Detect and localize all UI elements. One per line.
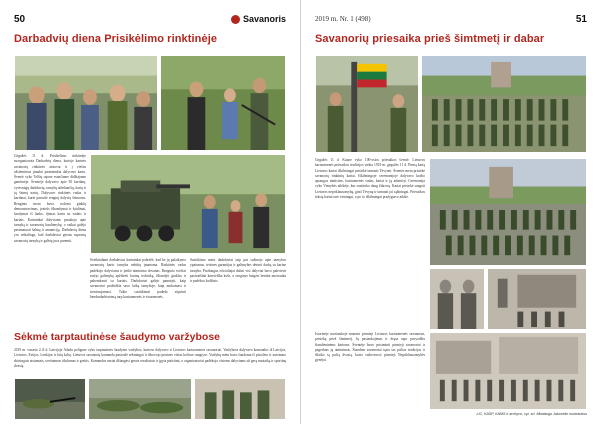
article-title-darbdaviu-diena: Darbadvių diena Prisikėlimo rinktinėje [14,33,218,45]
photo-historic-officers [429,268,485,330]
article-title-priesaika: Savanorių priesaika prieš šimtmetį ir dabar [315,33,545,45]
brand-logo-icon [231,15,240,24]
photo-award-team [194,378,286,420]
article-title-saudymo-varzybos: Sėkmė tarptautinėse šaudymo varžybose [14,331,221,343]
photo-credit-caption: LIC, KASP, KAMS ir archyvo, vyr. srl. Mindaugo Jakovelio nuotraukos [476,412,587,416]
photo-field-event [160,55,286,151]
magazine-brand [231,14,286,24]
photo-historic-parade [429,332,587,410]
article1-column-1: Gegužės 11 d. Prisikėlimo rinktinėje suorganizuota Darbadvių diena, kurioje karinės savanorių rinktinės atstovai ir į viešus užsiėmimus įtraukti pirmininkai dalyvavo kartu. Šventė vyko Telšių rajone esančiame didžiajame gamtinėje. Šventėje dalyvavo apie 50 kariūnų, vyresniųjų darbdavių, tarnybą atliekančių, karių ir jų šeimų narių. Dalyvavo rinktinės vadas ir kariūnai, kurie paruošė renginį dalyvių šeimoms. Renginio metu buvo rodomi ginklų demonstravimas, įvairūs išbandymai ir žaidimai, šaudymas iš lanko, ėjimas kartu su vadais ir kariais. Karininkai dalyviams pasakojo apie tarnybą ir savanorių kasdienybę, o vaikai galėjo pasimatuoti šalmą ir amuniciją. Darbdavių diena yra reikalinga, kad darbdaviai geriau suprastų savanorių tarnybą ir galėtų juos paremti. [14,154,86,243]
right-page [300,0,600,424]
left-page-header [14,12,286,26]
photo-shooting-range [14,378,86,420]
article1-column-3: Susitikimo metu darbdaviai taip pat sužinojo apie tarnybos ypatumus, teisines garantijas ir galimybes derinti darbą su karine tarnyba. Pasibaigus oficialiajai daliai visi dalyviai buvo pakviesti pasivaišinti kareiviška koše, o renginys baigėsi bendra nuotrauka ir padėkos žodžiais. [190,258,286,284]
photo-military-vehicle [90,154,286,254]
photo-soldiers-crowd [14,55,158,151]
brand-name: Savanoris [242,14,286,24]
photo-flag-ceremony [315,55,419,153]
issue-info: 2019 m. Nr. 1 (498) [315,15,371,23]
right-page-header [315,12,587,26]
photo-parade-square [421,55,587,153]
page-number-left: 50 [14,13,26,25]
right-article-column-2: Istorinėje nuotraukoje matomi pirmieji Lietuvos kariuomenės savanoriai, prisiekę prieš šimtmetį. Jų pasiaukojimas ir drąsa tapo pavyzdžiu šiandieninėms kartoms. Šventėje buvo prisiminti pirmieji savanoriai ir pagerbtas jų atminimas. Šiandien savanoriai tęsia tas pačias tradicijas ir išlaiko tą pačią dvasią, kuria vadovavosi pirmieji Nepriklausomybės gynėjai. [315,332,425,363]
article1-column-2: Sveikindami darbdavius karininkai pabrėžė, kad be jų palaikymo savanorių kario tarnyba nebūtų įmanoma. Rinktinės vadas padėkojo dalyviams ir įteikė atminimo dovanas. Renginio svečiai turėjo galimybę apžiūrėti karinę techniką, išbandyti ginklus ir pabendrauti su kariais. Darbdaviai galėjo pamatyti, kaip savanoriai praleidžia savo laiką tarnyboje, kaip mokomasi ir treniruojamasi. Tokie susitikimai padeda stiprinti bendradarbiavimą tarp kariuomenės ir visuomenės. [90,258,186,300]
article2-body: 2019 m. vasario 2–8 d. Latvijoje Ādažu poligone vyko tarptautinės šaudymo varžybos, kuriose dalyvavo ir Lietuvos kariuomenės savanoriai. Varžybose dalyvavo komandos iš Latvijos, Lietuvos, Estijos, Lenkijos ir kitų šalių. Lietuvos savanorių komanda pasirodė sėkmingai ir iškovojo prizines vietas keliose rungtyse. Varžybų metu buvo šaudoma iš pistoleto ir automato skirtingais atstumais, vertinamas tikslumas ir greitis. Komandos nariai džiaugėsi gerais rezultatais ir įgyta patirtimi, o organizatoriai padėkojo visiems dalyviams už gerą nuotaiką ir sportinę dvasią. [14,348,286,368]
photo-soldiers-formation [429,158,587,266]
page-number-right: 51 [575,13,587,25]
photo-shooters-prone [88,378,192,420]
photo-historic-ceremony [487,268,587,330]
right-article-column-1: Gegužės 11 d. Kaune vyko 100-osios priesaikos šventė. Lietuvos kariuomenės priesaikos tradicijos siekia 1919 m. gegužės 11 d. Pirmą kartą Lietuvos kariai iškilmingai prisiekė tarnauti Tėvynei. Šventės metu prisiekė savanorių rinktinių kariai. Iškilmingoje ceremonijoje dalyvavo krašto apsaugos ministras, kariuomenės vadas, kariai ir jų artimieji. Ceremonija vyko Vienybės aikštėje, kur susirinko daug žiūrovų. Kariai prisiekė saugoti Lietuvos nepriklausomybę, ginti Tėvynę ir tarnauti jai sąžiningai. Priesaikos tekstą kariai tarė vieningai, o po to iškilmingai pražygiavo aikšte. [315,158,425,200]
